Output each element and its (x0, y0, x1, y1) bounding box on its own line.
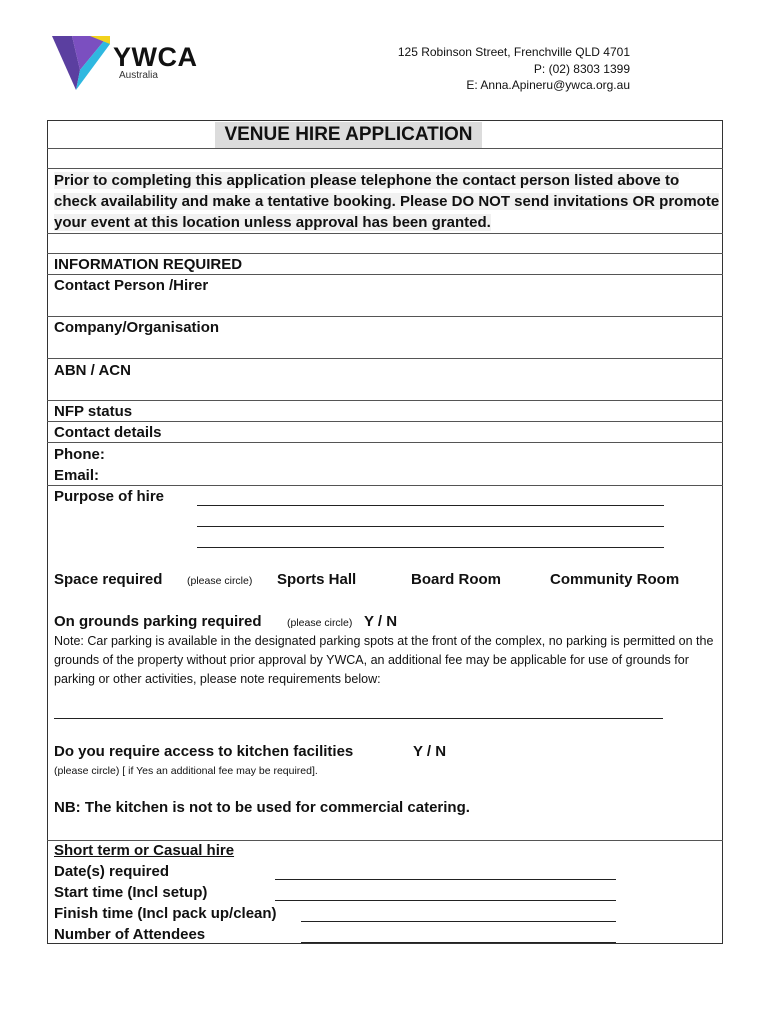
dates-input-line[interactable] (275, 879, 616, 880)
space-option-board-room[interactable]: Board Room (411, 571, 501, 588)
purpose-input-line[interactable] (197, 547, 664, 548)
contact-address (398, 44, 630, 94)
divider (47, 400, 723, 401)
divider (47, 274, 723, 275)
space-required-label: Space required (54, 571, 163, 588)
parking-note: Note: Car parking is available in the designated parking spots at the front of the complex, no parking is permitted on the grounds of the property without prior approval by YWCA, an additional fee may be applicable for use of grounds for parking or other activities, please note requirements below: (54, 634, 714, 686)
space-option-sports-hall[interactable]: Sports Hall (277, 571, 357, 588)
divider (47, 840, 723, 841)
page-title: VENUE HIRE APPLICATION (224, 124, 473, 145)
finish-time-label: Finish time (Incl pack up/clean) (54, 905, 277, 922)
kitchen-yn[interactable]: Y / N (413, 743, 447, 760)
please-circle-note: (please circle) (187, 575, 253, 587)
start-time-label: Start time (Incl setup) (54, 884, 208, 901)
purpose-label: Purpose of hire (54, 488, 165, 505)
address-email: E: Anna.Apineru@ywca.org.au (466, 78, 630, 92)
intro-text: Prior to completing this application please telephone the contact person listed above to check availability and make a tentative booking. Please DO NOT send invitations OR promote your event at this location unless approval has been granted. (54, 172, 720, 231)
logo-wordmark: YWCA (113, 42, 198, 72)
attendees-input-line[interactable] (301, 942, 616, 943)
divider (47, 442, 723, 443)
email-label: Email: (54, 467, 100, 484)
short-term-heading: Short term or Casual hire (54, 842, 235, 859)
parking-requirements-line[interactable] (54, 718, 663, 719)
space-option-community-room[interactable]: Community Room (550, 571, 680, 588)
abn-label: ABN / ACN (54, 362, 131, 379)
attendees-label: Number of Attendees (54, 926, 206, 943)
kitchen-nb: NB: The kitchen is not to be used for commercial catering. (54, 799, 470, 816)
form-frame (47, 120, 723, 944)
divider (47, 168, 723, 169)
info-required-heading: INFORMATION REQUIRED (54, 256, 243, 273)
address-phone: P: (02) 8303 1399 (533, 61, 630, 76)
logo-subtitle: Australia (119, 70, 158, 81)
divider (47, 485, 723, 486)
parking-circle-note: (please circle) (287, 617, 353, 629)
company-label: Company/Organisation (54, 319, 220, 336)
purpose-input-line[interactable] (197, 505, 664, 506)
divider (47, 253, 723, 254)
contact-person-label: Contact Person /Hirer (54, 277, 209, 294)
contact-details-label: Contact details (54, 424, 162, 441)
nfp-label: NFP status (54, 403, 133, 420)
purpose-input-line[interactable] (197, 526, 664, 527)
address-street: 125 Robinson Street, Frenchville QLD 4701 (397, 45, 630, 59)
kitchen-note: (please circle) [ if Yes an additional fee may be required]. (54, 765, 318, 777)
start-time-input-line[interactable] (275, 900, 616, 901)
kitchen-label: Do you require access to kitchen facilities (54, 743, 354, 760)
divider (47, 316, 723, 317)
divider (47, 358, 723, 359)
divider (47, 233, 723, 234)
finish-time-input-line[interactable] (301, 921, 616, 922)
parking-yn[interactable]: Y / N (364, 613, 398, 630)
phone-label: Phone: (54, 446, 105, 463)
divider (47, 421, 723, 422)
dates-label: Date(s) required (54, 863, 170, 880)
parking-label: On grounds parking required (54, 613, 262, 630)
